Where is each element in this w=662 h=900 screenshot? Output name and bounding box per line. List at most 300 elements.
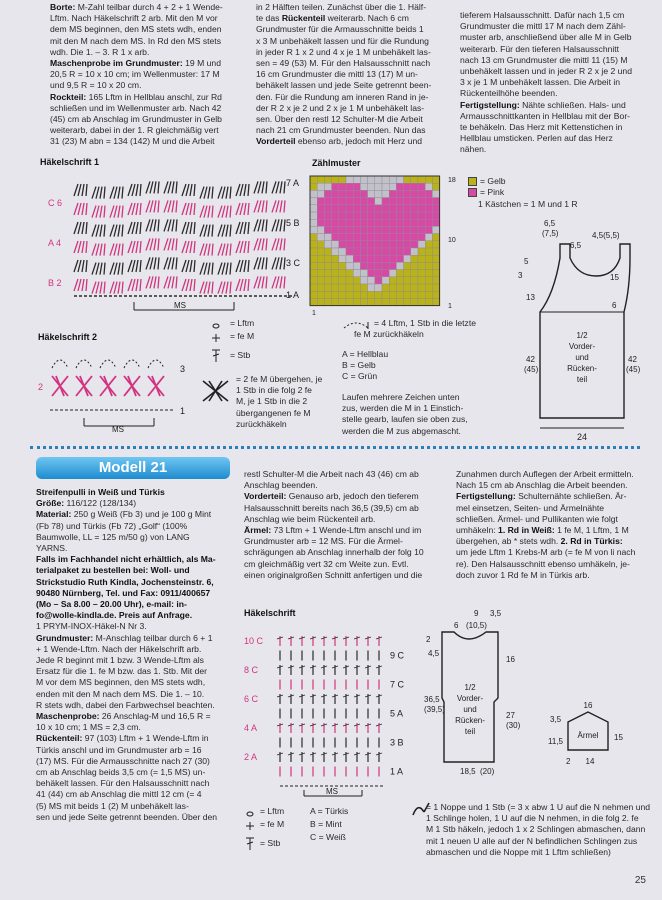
line-bold: Rückenteil: — [36, 733, 83, 744]
top-left-line — [50, 103, 244, 114]
chart-cell — [368, 198, 375, 205]
line-text: restl Schulter-M die Arbeit nach 43 (46) cm ab — [244, 469, 419, 479]
stitch-mark — [100, 282, 102, 294]
chart-cell — [432, 298, 439, 305]
legend3-b: B = Mint — [310, 819, 342, 829]
stitch-mark — [118, 206, 120, 218]
stitch-mark — [114, 244, 117, 256]
chart-tick: 1 — [448, 303, 452, 310]
text-column-bottom-right — [456, 469, 656, 581]
swatch-pink — [468, 188, 477, 197]
chart-cell — [396, 241, 403, 248]
stitch-mark — [78, 222, 81, 234]
row-label-left: B 2 — [48, 278, 62, 288]
stitch-mark — [122, 187, 123, 199]
chart-cell — [382, 205, 389, 212]
mid-mid-line — [244, 547, 448, 558]
crochet-chart-1 — [34, 168, 302, 314]
stitch-mark — [280, 238, 282, 250]
stitch-mark — [208, 263, 210, 275]
stitch-mark — [230, 206, 231, 218]
stitch-mark — [96, 206, 99, 218]
chart-cell — [375, 284, 382, 291]
stitch-mark — [226, 206, 228, 218]
stitch-mark — [190, 241, 192, 253]
chart-cell — [375, 241, 382, 248]
chart-cell — [353, 219, 360, 226]
schematic-part-label: und — [575, 353, 589, 362]
note-top-line: zus, werden die M in 1 Einstich- — [342, 403, 464, 414]
mid-left-line — [36, 812, 236, 823]
row-label-right: 3 B — [390, 737, 404, 748]
chart-cell — [396, 226, 403, 233]
chart-cell — [404, 176, 411, 183]
chart-cell — [353, 212, 360, 219]
stitch-mark — [158, 181, 159, 193]
chart-cell — [339, 234, 346, 241]
stitch-mark — [258, 200, 261, 212]
stitch-mark — [168, 200, 171, 212]
stitch-mark — [182, 222, 186, 234]
chain-stitch-icon — [244, 810, 256, 818]
chart-cell — [404, 284, 411, 291]
chart-cell — [375, 248, 382, 255]
mid-mid-line — [244, 469, 448, 480]
chart-cell — [425, 270, 432, 277]
stitch-mark — [136, 222, 138, 234]
sym-x-line: zurückhäkeln — [236, 418, 287, 429]
mid-left-line — [36, 521, 236, 532]
chart-cell — [339, 183, 346, 190]
chart-cell — [346, 270, 353, 277]
line-text: Baumwolle, LL = 125 m/50 g) von LANG — [36, 531, 190, 542]
chart-cell — [332, 176, 339, 183]
stitch-mark — [110, 244, 114, 256]
chart-cell — [310, 241, 317, 248]
chart-cell — [353, 255, 360, 262]
stitch-mark — [82, 260, 84, 272]
stitch-mark — [122, 282, 123, 294]
line-text: schrägungen ab Anschlag innerhalb der folg 10 — [244, 547, 424, 558]
chart-cell — [382, 212, 389, 219]
mid-left-line — [36, 610, 236, 621]
stitch-mark — [244, 184, 246, 196]
chart-cell — [418, 270, 425, 277]
line-text: 20,5 R = 10 x 10 cm; im Wellenmuster: 17 M — [50, 69, 220, 80]
text-column-bottom-middle — [244, 469, 448, 581]
chart-cell — [317, 226, 324, 233]
chart-cell — [317, 277, 324, 284]
mid-left-line — [36, 565, 236, 576]
chart-cell — [360, 205, 367, 212]
stitch-mark — [254, 276, 258, 288]
chart-cell — [432, 291, 439, 298]
chart-cell — [425, 262, 432, 269]
chart-cell — [332, 241, 339, 248]
stitch-mark — [176, 276, 177, 288]
chart-cell — [389, 241, 396, 248]
stitch-mark — [74, 260, 78, 272]
chart-cell — [418, 248, 425, 255]
chart-cell — [396, 284, 403, 291]
chart-cell — [360, 219, 367, 226]
chart-cell — [411, 262, 418, 269]
legend3-fem: = fe M — [260, 819, 285, 829]
line-heading: 90480 Nürnberg, Tel. und Fax: 0911/400657 — [36, 587, 211, 598]
chart-cell — [396, 212, 403, 219]
stitch-mark — [186, 241, 189, 253]
chart-cell — [396, 183, 403, 190]
chart-cell — [353, 226, 360, 233]
line-text: te behäkeln. Das Herz mit Kettenstichen in — [460, 122, 623, 133]
stitch-mark — [182, 279, 186, 291]
legend-fem: = fe M — [230, 331, 255, 341]
chart-cell — [360, 248, 367, 255]
chart-cell — [389, 190, 396, 197]
chart-cell — [411, 277, 418, 284]
line-text: 97 (103) Lftm + 1 Wende-Lftm in — [82, 733, 209, 744]
chart-cell — [368, 234, 375, 241]
stitch-mark — [82, 279, 84, 291]
top-right-line — [460, 100, 656, 111]
chart-cell — [418, 212, 425, 219]
stitch-mark — [182, 241, 186, 253]
chart-cell — [404, 255, 411, 262]
chart-cell — [360, 212, 367, 219]
mid-left-line — [36, 543, 236, 554]
chain-loop — [52, 360, 68, 368]
line-text: weiterarb. Für den tieferen Halsausschnitt — [460, 43, 620, 54]
mid-left-line — [36, 577, 236, 588]
chart-cell — [360, 255, 367, 262]
chart-cell — [310, 234, 317, 241]
note-top-line: Laufen mehrere Zeichen unten — [342, 392, 460, 402]
chart-cell — [353, 198, 360, 205]
chart-cell — [404, 190, 411, 197]
stitch-mark — [248, 203, 249, 215]
line-text: re). Den Halsausschnitt ebenso umhäkeln, je- — [456, 558, 630, 569]
stitch-mark — [176, 238, 177, 250]
chart-cell — [324, 234, 331, 241]
chart-cell — [317, 291, 324, 298]
mid-left-line — [36, 554, 236, 565]
stitch-mark — [164, 219, 168, 231]
cross-stitch — [80, 376, 88, 396]
stitch-mark — [276, 238, 279, 250]
chart-cell — [353, 176, 360, 183]
stitch-mark — [114, 187, 117, 199]
chart-cell — [389, 277, 396, 284]
chart-cell — [375, 176, 382, 183]
legend3-lftm: = Lftm — [260, 806, 285, 816]
line-text: 10 x 10 cm; 1 MS = 2,3 cm. — [36, 722, 141, 733]
stitch-mark — [110, 263, 114, 275]
chart-cell — [389, 255, 396, 262]
mid-left-line — [36, 789, 236, 800]
chart-cell — [324, 190, 331, 197]
line-bold: Grundmuster: — [36, 632, 94, 643]
stitch-mark — [158, 276, 159, 288]
mid-left-line — [36, 655, 236, 666]
stitch-mark — [150, 276, 153, 288]
stitch-mark — [262, 238, 264, 250]
stitch-mark — [190, 279, 192, 291]
chart-cell — [324, 219, 331, 226]
chart-cell — [404, 198, 411, 205]
chart-cell — [432, 262, 439, 269]
stitch-mark — [118, 187, 120, 199]
dim-label: 2 — [426, 635, 431, 644]
stitch-mark — [254, 200, 258, 212]
stitch-mark — [226, 263, 228, 275]
noppe-line: abmaschen und die Noppe mit 1 Lftm schließen) — [426, 846, 611, 857]
stitch-mark — [86, 222, 87, 234]
row-label: 2 — [38, 382, 44, 392]
chart-cell — [404, 291, 411, 298]
line-text: Nähte schließen. Hals- und — [519, 99, 626, 110]
chart-cell — [432, 234, 439, 241]
chart-cell — [396, 176, 403, 183]
chart-cell — [389, 262, 396, 269]
top-left-line — [50, 47, 244, 58]
stitch-mark — [226, 244, 228, 256]
top-mid-line — [256, 92, 452, 103]
chart-cell — [310, 298, 317, 305]
stitch-mark — [158, 200, 159, 212]
stitch-mark — [132, 279, 135, 291]
stitch-mark — [92, 225, 96, 237]
top-mid-line — [256, 69, 452, 80]
chart-cell — [382, 234, 389, 241]
stitch-mark — [92, 206, 96, 218]
stitch-mark — [186, 203, 189, 215]
chart-cell — [396, 219, 403, 226]
stitch-mark — [114, 225, 117, 237]
mid-right-line — [456, 570, 656, 581]
stitch-mark — [226, 187, 228, 199]
line-text: übergehen, ab * stets wdh. — [456, 536, 561, 547]
colour-c: C = Grün — [342, 371, 378, 382]
chart-cell — [353, 298, 360, 305]
line-text: 1 PRYM-INOX-Häkel-N Nr 3. — [36, 621, 147, 632]
stitch-mark — [136, 241, 138, 253]
chart-cell — [375, 262, 382, 269]
row-label: 1 — [180, 406, 186, 416]
dim-label: 18,5 — [460, 767, 476, 776]
chart-cell — [317, 176, 324, 183]
dim-label: (39,5) — [424, 705, 445, 714]
chart-cell — [346, 255, 353, 262]
stitch-mark — [140, 241, 141, 253]
stitch-mark — [92, 244, 96, 256]
chart1-row — [74, 276, 285, 293]
line-text: mel einsetzen, Seiten- und Ärmelnähte — [456, 502, 605, 513]
stitch-mark — [212, 263, 213, 275]
noppe-line: mit 1 neuen U alle auf der N befindlichen Schlingen zus — [426, 835, 638, 846]
mid-left-line — [36, 487, 236, 498]
stitch-mark — [276, 219, 279, 231]
stitch-mark — [150, 238, 153, 250]
top-mid-line — [256, 125, 452, 136]
chain-loop — [76, 360, 92, 368]
stitch-mark — [86, 184, 87, 196]
chart-cell — [324, 291, 331, 298]
top-mid-line — [256, 2, 452, 13]
line-text: (Fb 78) und Türkis (Fb 72) „Golf“ (100% — [36, 520, 188, 531]
stitch-mark — [254, 238, 258, 250]
chart-cell — [389, 176, 396, 183]
chart-cell — [368, 255, 375, 262]
line-text: 3 x je 1 M unbehäkelt lassen. Die Arbeit in — [460, 77, 621, 88]
chart-cell — [360, 284, 367, 291]
stitch-mark — [200, 206, 204, 218]
chart-cell — [396, 234, 403, 241]
chart-cell — [411, 291, 418, 298]
dim-label: 15 — [614, 733, 623, 742]
chart-cell — [324, 284, 331, 291]
chart-cell — [418, 226, 425, 233]
chart-cell — [310, 270, 317, 277]
mid-right-line — [456, 559, 656, 570]
stitch-mark — [240, 241, 243, 253]
chart-cell — [317, 270, 324, 277]
stitch-mark — [182, 184, 186, 196]
stitch-mark — [194, 222, 195, 234]
chart-cell — [339, 262, 346, 269]
dim-label: 11,5 — [548, 737, 563, 746]
stitch-mark — [122, 206, 123, 218]
chart-cell — [324, 248, 331, 255]
chart-cell — [396, 262, 403, 269]
line-text: cm gleichmäßig vert 32 cm Weite zun. Evtl. — [244, 558, 409, 569]
stitch-mark — [186, 222, 189, 234]
chart-cell — [389, 219, 396, 226]
chart-cell — [324, 183, 331, 190]
stitch-mark — [276, 200, 279, 212]
stitch-mark — [104, 263, 105, 275]
stitch-mark — [158, 257, 159, 269]
stitch-mark — [194, 241, 195, 253]
chart-cell — [411, 190, 418, 197]
stitch-mark — [272, 219, 276, 231]
dim-label: 16 — [583, 701, 593, 710]
chart-cell — [418, 284, 425, 291]
line-bold: Vorderteil: — [244, 491, 287, 502]
note-top-line: werden die M zus abgemascht. — [342, 425, 461, 436]
top-mid-line — [256, 58, 452, 69]
line-text: x 3 M unbehäkelt lassen und für die Rundung — [256, 35, 429, 46]
chart-cell — [432, 270, 439, 277]
line-text: R stets wdh, dabei den Farbwechsel beachten. — [36, 699, 215, 710]
stitch-mark — [222, 263, 225, 275]
line-text: schließen. Ärmel- und Pullikanten wie folgt — [456, 513, 618, 524]
chart-cell — [324, 262, 331, 269]
stitch-mark — [114, 206, 117, 218]
dim-label: 3,5 — [550, 715, 562, 724]
chart-cell — [339, 198, 346, 205]
dim-label: 42 — [628, 355, 637, 364]
mid-left-line — [36, 700, 236, 711]
row-label-left: C 6 — [48, 198, 63, 208]
page-number: 25 — [634, 875, 646, 886]
line-text: (17) MS. Für die Armausschnitte nach 27 (30) — [36, 755, 210, 766]
colour-a: A = Hellblau — [342, 349, 389, 359]
chart-cell — [353, 183, 360, 190]
chart-cell — [339, 248, 346, 255]
mid-right-line — [456, 547, 656, 558]
line-text: tieferem Halsausschnitt. Dafür nach 1,5 cm — [460, 10, 625, 20]
chart-cell — [411, 241, 418, 248]
schematic-part-label: 1/2 — [576, 331, 588, 340]
chart-cell — [324, 205, 331, 212]
chart-cell — [375, 234, 382, 241]
chart-cell — [432, 183, 439, 190]
chart-cell — [425, 291, 432, 298]
chart-cell — [332, 212, 339, 219]
stitch-mark — [78, 184, 81, 196]
chart-cell — [353, 234, 360, 241]
stitch-mark — [154, 276, 156, 288]
top-left-line — [50, 114, 244, 125]
line-text: Anschlag beenden. — [244, 480, 318, 491]
line-text: 250 g Weiß (Fb 3) und je 100 g Mint — [71, 509, 212, 520]
chart-cell — [432, 226, 439, 233]
stitch-mark — [92, 282, 96, 294]
chart-cell — [404, 212, 411, 219]
chart-cell — [389, 291, 396, 298]
stitch-mark — [236, 184, 240, 196]
chart-cell — [332, 226, 339, 233]
stitch-mark — [74, 203, 78, 215]
chart-cell — [382, 183, 389, 190]
chart-cell — [418, 298, 425, 305]
chart-cell — [310, 198, 317, 205]
line-text: + 1 Wende-Lftm. Nach der Häkelschrift arb. — [36, 643, 202, 654]
stitch-mark — [182, 260, 186, 272]
chart-cell — [324, 255, 331, 262]
stitch-mark — [248, 279, 249, 291]
line-bold: Fertigstellung: — [456, 491, 516, 502]
stitch-mark — [118, 244, 120, 256]
line-text: 116/122 (128/134) — [64, 498, 137, 509]
mid-mid-line — [244, 480, 448, 491]
schematic-part-label: Vorder- — [456, 694, 484, 703]
stitch-mark — [158, 219, 159, 231]
stitch-mark — [164, 257, 168, 269]
chart-cell — [425, 277, 432, 284]
chart-cell — [339, 190, 346, 197]
stitch-mark — [272, 238, 276, 250]
chart-cell — [332, 190, 339, 197]
dim-label: 15 — [610, 273, 619, 282]
stitch-mark — [222, 225, 225, 237]
stitch-mark — [114, 263, 117, 275]
dim-label: 3 — [518, 271, 523, 280]
legend-noppe — [426, 802, 656, 858]
line-text: M-Anschlag teilbar durch 6 + 1 — [93, 632, 213, 643]
mid-left-line — [36, 509, 236, 520]
stitch-mark — [110, 206, 114, 218]
chart-cell — [389, 298, 396, 305]
chart-cell — [432, 219, 439, 226]
chart-cell — [432, 255, 439, 262]
chart-cell — [353, 277, 360, 284]
chart-cell — [396, 270, 403, 277]
line-text: enden mit den M nach dem MS. Die 1. – 10. — [36, 688, 205, 699]
stitch-mark — [208, 225, 210, 237]
chart-cell — [382, 219, 389, 226]
stitch-mark — [100, 225, 102, 237]
